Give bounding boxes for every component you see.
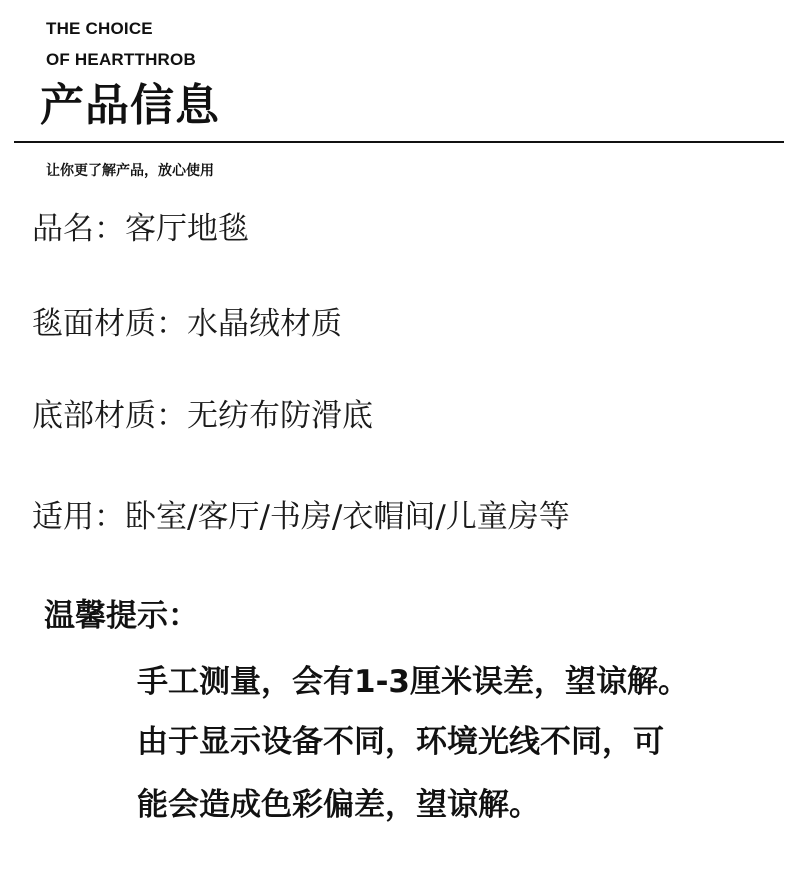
spec-label: 毯面材质： [32, 306, 187, 342]
tip-line-2: 由于显示设备不同，环境光线不同，可 [137, 724, 664, 760]
page-title: 产品信息 [40, 80, 220, 131]
tip-line-1: 手工测量，会有1-3厘米误差，望谅解。 [137, 664, 690, 700]
spec-surface-material [32, 303, 342, 345]
eyebrow-line-2: OF HEARTTHROB [46, 50, 196, 69]
title-divider [14, 141, 784, 143]
spec-bottom-material [32, 395, 373, 437]
spec-value: 水晶绒材质 [187, 306, 342, 342]
tips-heading: 温馨提示： [44, 598, 199, 634]
eyebrow-line-1: THE CHOICE [46, 19, 153, 38]
page-subtitle: 让你更了解产品，放心使用 [46, 163, 214, 179]
spec-value: 客厅地毯 [125, 211, 249, 247]
tip-line-3: 能会造成色彩偏差，望谅解。 [137, 787, 540, 823]
spec-label: 品名： [32, 211, 125, 247]
spec-value: 卧室/客厅/书房/衣帽间/儿童房等 [125, 499, 570, 535]
spec-product-name [32, 208, 249, 250]
spec-value: 无纺布防滑底 [187, 398, 373, 434]
spec-label: 适用： [32, 499, 125, 535]
spec-suitable-for [32, 496, 570, 538]
spec-label: 底部材质： [32, 398, 187, 434]
